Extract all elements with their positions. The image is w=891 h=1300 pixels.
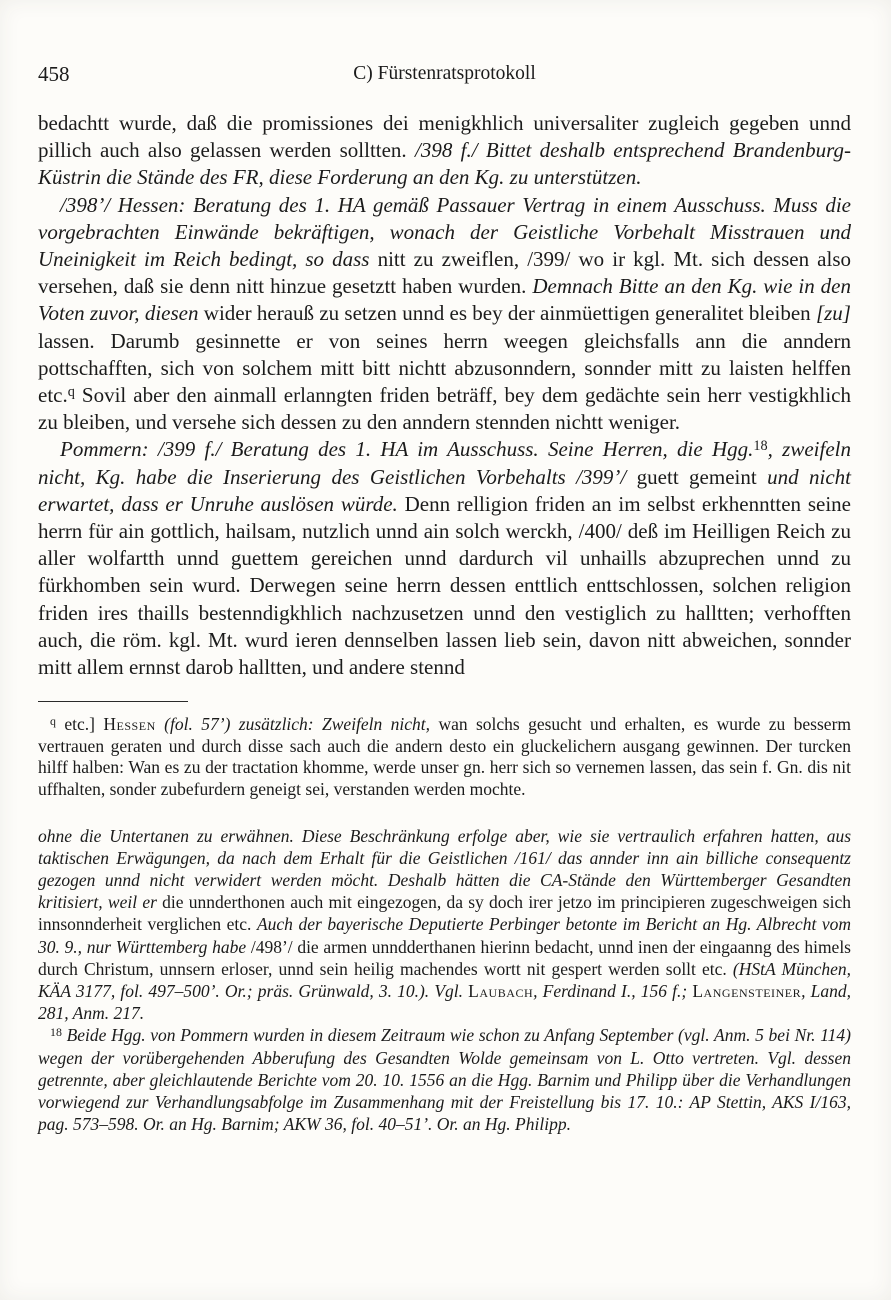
text-run: nitt zu zweiflen, /399/ wo ir kgl. Mt. sich dessen also versehen, daß sie denn nitt hinzue gesetztt haben wurden.	[38, 247, 851, 299]
footnote-marker: 18	[50, 1025, 62, 1040]
body-paragraph-pommern	[38, 436, 851, 681]
body-paragraph-hessen	[38, 192, 851, 437]
footnote-marker: 18	[753, 438, 768, 455]
text-run: Denn relligion friden an im selbst erkhenntten seine herrn für ain gottlich, hailsam, nutzlich unnd ain solch werckh, /400/ deß im Heilligen Reich zu aller wolfartth unnd guettem gereichen unnd dardurch vil unhaills abzuprechen unnd zu fürkhomben sein wurd. Derwegen seine herrn dessen enttlich enttschlossen, solchen religion friden ires thaills bestenndigkhlich nachzusetzen unnd den vestiglich zu halltten; verhofften auch, die röm. kgl. Mt. wurd ieren dennselben lassen lieb sein, davon nitt abweichen, sonnder mitt allem ernnst darob halltten, und andere stennd	[38, 491, 851, 680]
text-run: , zweifeln nicht, Kg. habe die Inserierung des Geistlichen Vorbehalts /399’/	[38, 437, 851, 489]
text-run: [zu]	[815, 301, 851, 326]
text-run: Laubach	[468, 981, 534, 1002]
footnote-marker: q	[67, 383, 75, 400]
text-run: wider herauß zu setzen unnd es bey der ainmüettigen generalitet bleiben	[203, 301, 816, 326]
text-run: Pommern: /399 f./ Beratung des 1. HA im Ausschuss. Seine Herren, die Hgg.	[60, 437, 754, 462]
text-run: guett gemeint	[636, 464, 768, 489]
main-text-block	[38, 110, 851, 681]
text-run: und nicht erwartet, dass er Unruhe auslösen würde.	[38, 464, 851, 516]
text-run: Auch der bayerische Deputierte Perbinger betonte im Bericht an Hg. Albrecht vom 30. 9., nur Württemberg habe	[38, 914, 852, 957]
text-run: lassen. Darumb gesinnette er von seines herrn weegen gleichsfalls ann die anndern pottschafften, sich von solchem mitt bitt nichtt abzusonndern, sonnder mitt zu laisten helffen etc.	[38, 328, 851, 408]
text-apparatus-notes	[38, 714, 851, 800]
running-header	[38, 62, 851, 92]
text-run: /398 f./ Bittet deshalb entsprechend Brandenburg-Küstrin die Stände des FR, diese Forderung an den Kg. zu unterstützen.	[38, 138, 851, 190]
text-run: ohne die Untertanen zu erwähnen. Diese Beschränkung erfolge aber, wie sie vertraulich erfahren hatten, aus taktischen Erwägungen, da nach dem Erhalt für die Geistlichen /161/ das annder inn ain billiche consequentz gezogen unnd nicht verwidert werden möcht. Deshalb hätten die CA-Stände den Württemberger Gesandten kritisiert, weil er	[38, 825, 851, 913]
text-run: etc.]	[55, 714, 104, 735]
text-run: (fol. 57’) zusätzlich: Zweifeln nicht,	[155, 714, 439, 735]
commentary-footnotes	[38, 825, 851, 1136]
text-run: Langensteiner	[692, 981, 802, 1002]
page-number: 458	[38, 62, 70, 86]
footnote-separator-rule	[38, 701, 188, 702]
text-run: bedachtt wurde, daß die promissiones dei menigkhlich universaliter zugleich gegeben unnd pillich auch also gelassen werden solltten.	[38, 111, 851, 163]
text-run: Beide Hgg. von Pommern wurden in diesem Zeitraum wie schon zu Anfang September (vgl. Anm. 5 bei Nr. 114) wegen der vorübergehenden Abberufung des Gesandten Wolde gemeinsam von L. Otto vertreten. Vgl. dessen getrennte, aber gleichlautende Berichte vom 20. 10. 1556 an die Hgg. Barnim und Philipp über die Verhandlungen vorwiegend zur Verhandlungsabfolge im Zusammenhang mit der Freistellung bis 17. 10.: AP Stettin, AKS I/163, pag. 573–598. Or. an Hg. Barnim; AKW 36, fol. 40–51’. Or. an Hg. Philipp.	[38, 1025, 851, 1135]
footnote-18	[38, 1024, 851, 1135]
text-run: , Ferdinand I., 156 f.;	[533, 981, 693, 1002]
text-run: , Land, 281, Anm. 217.	[38, 981, 852, 1024]
text-run: Sovil aber den ainmall erlanngten friden beträff, bey dem gedächte sein herr vestigkhlich zu bleiben, und versehe sich dessen zu den anndern stennden nichtt weniger.	[38, 383, 851, 435]
footnote-q	[38, 714, 851, 800]
text-run: (HStA München, KÄA 3177, fol. 497–500’. Or.; präs. Grünwald, 3. 10.). Vgl.	[38, 958, 851, 1002]
text-run: Demnach Bitte an den Kg. wie in den Voten zuvor, diesen	[38, 274, 851, 326]
text-run: wan solchs gesucht und erhalten, es wurde zu besserm vertrauen geraten und durch disse sach auch die andern desto ein gluckelichern ausgang gewinnen. Der turcken hilff halben: Wan es zu der tractation khomme, werde unser gn. herr sich so vernemen lassen, das sein f. Gn. dis nit uffhalten, sonder zubefurdern geneigt sei, verstanden werden mochte.	[38, 714, 852, 800]
running-head-title: C) Fürstenratsprotokoll	[353, 63, 536, 84]
text-run: /498’/ die armen unndderthanen hierinn bedacht, unnd inen der eingaanng des himels durch Christum, unnsern erloser, unnd sein heilig machendes wortt nit gespert werden sollt etc.	[38, 936, 851, 979]
body-paragraph-brandenburg-kuestrin	[38, 110, 851, 192]
text-run: /398’/ Hessen: Beratung des 1. HA gemäß Passauer Vertrag in einem Ausschuss. Muss die vorgebrachten Einwände bekräftigen, wonach der Geistliche Vorbehalt Misstrauen und Uneinigkeit im Reich bedingt, so dass	[38, 192, 851, 272]
footnote-marker: q	[50, 713, 56, 728]
footnote-17-continuation	[38, 825, 851, 1025]
text-run: Hessen	[103, 714, 156, 735]
text-run: die unnderthonen auch mit eingezogen, da sy doch irer jetzo im principieren zugeschweigen sich innsonnderheit verglichen etc.	[38, 892, 851, 935]
